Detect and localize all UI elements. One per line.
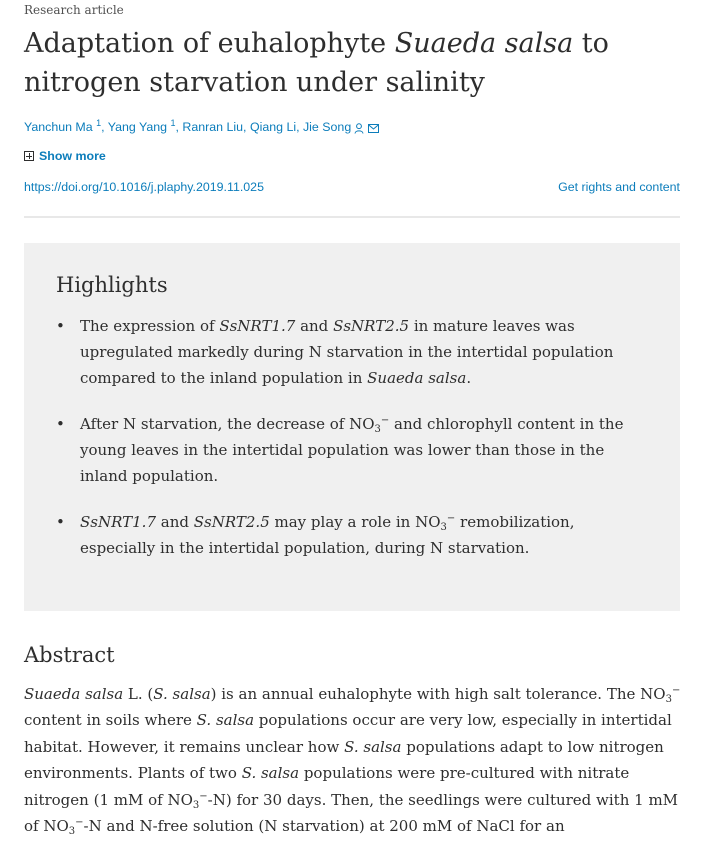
author-link[interactable]: Ranran Liu bbox=[182, 120, 244, 134]
bullet-icon: • bbox=[56, 317, 65, 335]
person-icon[interactable] bbox=[354, 123, 364, 134]
title-part1: Adaptation of euhalophyte bbox=[24, 28, 395, 59]
envelope-icon[interactable] bbox=[368, 124, 379, 133]
article-title bbox=[24, 24, 684, 102]
title-species: Suaeda salsa bbox=[394, 28, 574, 59]
highlights-list bbox=[56, 313, 646, 581]
author-list: Yanchun Ma $^1$, Yang Yang $^1$, Ranran Liu, Qiang Li, Jie Song bbox=[24, 120, 379, 135]
show-more-label: Show more bbox=[39, 149, 106, 163]
highlight-item: • The expression of SsNRT1.7 and SsNRT2.5 in mature leaves was upregulated markedly during N starvation in the intertidal population compared to the inland population in Suaeda salsa. bbox=[56, 313, 646, 391]
highlight-item: • SsNRT1.7 and SsNRT2.5 may play a role in $NO_3^-$ remobilization, especially in the intertidal population, during N starvation. bbox=[56, 509, 646, 561]
header-divider bbox=[24, 216, 680, 218]
author-link[interactable]: Qiang Li bbox=[249, 120, 297, 134]
plus-box-icon bbox=[24, 151, 34, 161]
bullet-icon: • bbox=[56, 415, 65, 433]
author-link[interactable]: Yanchun Ma $^1$ bbox=[24, 118, 102, 134]
doi-link[interactable]: https://doi.org/10.1016/j.plaphy.2019.11.025 bbox=[24, 180, 264, 194]
abstract-text: Suaeda salsa L. (S. salsa) is an annual euhalophyte with high salt tolerance. The $NO_3^-$ content in soils where S. salsa populations occur are very low, especially in intertidal habitat. However, it remains unclear how S. salsa populations adapt to low nitrogen environments. Plants of two S. salsa populations were pre-cultured with nitrate nitrogen (1 mM of $NO_3^--N$) for 30 days. Then, the seedlings were cultured with 1 mM of $NO_3^--N$ and N-free solution (N starvation) at 200 mM of NaCl for an bbox=[24, 685, 681, 838]
abstract-heading: Abstract bbox=[24, 643, 115, 667]
author-link[interactable]: Yang Yang $^1$ bbox=[107, 118, 176, 134]
title-part2: to nitrogen starvation under salinity bbox=[24, 28, 609, 98]
show-more-button[interactable] bbox=[24, 149, 106, 163]
highlights-heading: Highlights bbox=[56, 273, 168, 297]
bullet-icon: • bbox=[56, 513, 65, 531]
author-link[interactable]: Jie Song bbox=[302, 120, 352, 134]
article-type-label: Research article bbox=[24, 3, 124, 17]
highlight-item: • After N starvation, the decrease of $NO_3^-$ and chlorophyll content in the young leaves in the intertidal population was lower than those in the inland population. bbox=[56, 411, 646, 489]
highlights-box bbox=[24, 243, 680, 611]
rights-link[interactable]: Get rights and content bbox=[558, 180, 680, 194]
